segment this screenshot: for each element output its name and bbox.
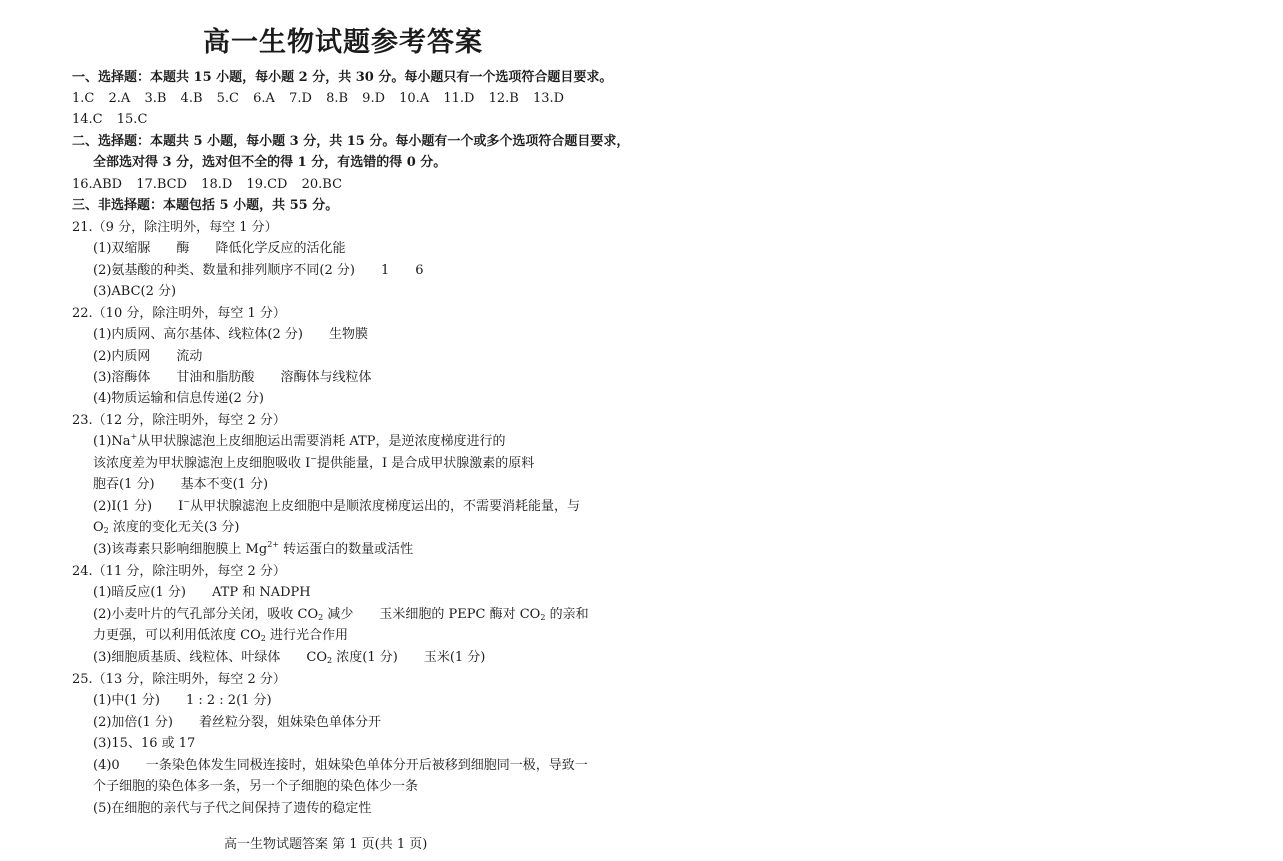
answer-text: (2)氨基酸的种类、数量和排列顺序不同(2 分) (93, 263, 355, 278)
answer-text: CO (306, 650, 328, 665)
subscript: 2 (327, 656, 333, 665)
answer-text: 基本不变(1 分) (180, 477, 269, 492)
answer-text: 6 (415, 263, 424, 278)
superscript: 2+ (267, 540, 279, 549)
section3-header: 三、非选择题：本题包括 5 小题，共 55 分。 (72, 198, 339, 213)
answer-text: 玉米细胞的 PEPC 酶对 CO (379, 607, 541, 622)
answer-text: 溶酶体与线粒体 (280, 370, 372, 385)
page-title: 高一生物试题参考答案 (203, 27, 483, 58)
q24-part2-cont (93, 628, 348, 644)
multi-answer: 20.BC (301, 177, 343, 192)
q22-part1 (93, 327, 368, 343)
q25-part3: (3)15、16 或 17 (93, 736, 196, 751)
q24-heading: 24.（11 分，除注明外，每空 2 分） (72, 564, 286, 579)
superscript: − (183, 497, 190, 506)
subscript: 2 (540, 613, 546, 622)
answer-text: (1)双缩脲 (93, 241, 151, 256)
answer-text: 着丝粒分裂，姐妹染色单体分开 (198, 715, 381, 730)
q21-part1 (93, 241, 345, 257)
mc-answer: 4.B (180, 91, 203, 106)
q23-part2-cont (93, 520, 239, 536)
answer-text: (1)中(1 分) (93, 693, 160, 708)
answer-text: 甘油和脂肪酸 (176, 370, 255, 385)
mc-answer: 7.D (289, 91, 312, 106)
section2-header: 二、选择题：本题共 5 小题，每小题 3 分，共 15 分。每小题有一个或多个选项符合题目要求， (72, 134, 630, 149)
q23-part1 (93, 434, 505, 450)
answer-text: (1)暗反应(1 分) (93, 585, 186, 600)
answer-text: (3)该毒素只影响细胞膜上 Mg (93, 542, 268, 557)
answer-text: 胞吞(1 分) (93, 477, 155, 492)
answer-text: 进行光合作用 (269, 628, 348, 643)
mc-answer: 12.B (488, 91, 519, 106)
answer-text: 流动 (176, 349, 203, 364)
q25-part2 (93, 715, 381, 731)
answer-text: ATP 和 NADPH (211, 585, 311, 600)
subscript: 2 (318, 613, 324, 622)
q23-heading: 23.（12 分，除注明外，每空 2 分） (72, 413, 286, 428)
mc-answer: 14.C (72, 112, 103, 127)
mc-answer: 13.D (532, 91, 565, 106)
answer-text: 生物膜 (328, 327, 368, 342)
answer-text: (2)加倍(1 分) (93, 715, 173, 730)
answer-text: 降低化学反应的活化能 (215, 241, 346, 256)
answer-text: 从甲状腺滤泡上皮细胞中是顺浓度梯度运出的，不需要消耗能量，与 (189, 499, 580, 514)
q24-part3 (93, 650, 485, 666)
answer-text: (3)细胞质基质、线粒体、叶绿体 (93, 650, 281, 665)
answer-text: 一条染色体发生同极连接时，姐妹染色单体分开后被移到细胞同一极，导致一 (145, 758, 588, 773)
answer-text: 玉米(1 分) (423, 650, 486, 665)
superscript: + (130, 432, 138, 441)
answer-text: 的亲和 (549, 607, 589, 622)
q23-part2 (93, 499, 580, 515)
multi-answer: 19.CD (246, 177, 288, 192)
mc-answer: 11.D (443, 91, 475, 106)
mc-answers-row2 (72, 112, 157, 128)
q22-part2 (93, 349, 202, 365)
multi-answer: 16.ABD (72, 177, 123, 192)
q22-part4: (4)物质运输和信息传递(2 分) (93, 391, 264, 406)
q23-part1-cont (93, 456, 534, 472)
q22-part3 (93, 370, 371, 386)
answer-text: 减少 (327, 607, 354, 622)
answer-text: (2)小麦叶片的气孔部分关闭，吸收 CO (93, 607, 319, 622)
answer-text: (2)内质网 (93, 349, 151, 364)
q23-part1-end (93, 477, 268, 493)
multi-answers-row (72, 177, 352, 193)
answer-text: O (93, 520, 104, 535)
mc-answer: 6.A (253, 91, 275, 106)
answer-text: I (178, 499, 184, 514)
answer-text: 1 : 2 : 2(1 分) (185, 693, 272, 708)
multi-answer: 18.D (201, 177, 233, 192)
q22-heading: 22.（10 分，除注明外，每空 1 分） (72, 306, 286, 321)
mc-answer: 3.B (144, 91, 167, 106)
answer-text: (1)Na (93, 434, 131, 449)
answer-text: (2)I(1 分) (93, 499, 153, 514)
q21-part2 (93, 263, 424, 279)
subscript: 2 (103, 526, 109, 535)
mc-answer: 2.A (108, 91, 131, 106)
q24-part1 (93, 585, 311, 601)
multi-answer: 17.BCD (136, 177, 188, 192)
answer-text: 转运蛋白的数量或活性 (283, 542, 414, 557)
answer-text: (3)溶酶体 (93, 370, 151, 385)
q25-heading: 25.（13 分，除注明外，每空 2 分） (72, 672, 286, 687)
q25-part4 (93, 758, 588, 774)
q25-part4-cont: 个子细胞的染色体多一条，另一个子细胞的染色体少一条 (93, 779, 419, 794)
answer-text: 浓度的变化无关(3 分) (112, 520, 240, 535)
q23-part3 (93, 542, 413, 558)
answer-text: 力更强，可以利用低浓度 CO (93, 628, 261, 643)
answer-text: 浓度(1 分) (336, 650, 398, 665)
page-footer: 高一生物试题答案 第 1 页(共 1 页) (224, 837, 428, 852)
mc-answer: 1.C (72, 91, 95, 106)
answer-text: (1)内质网、高尔基体、线粒体(2 分) (93, 327, 303, 342)
q21-part3: (3)ABC(2 分) (93, 284, 177, 299)
q24-part2 (93, 607, 589, 623)
mc-answer: 9.D (362, 91, 385, 106)
answer-text: 1 (380, 263, 390, 278)
answer-text: (4)0 (93, 758, 120, 773)
mc-answer: 5.C (216, 91, 240, 106)
subscript: 2 (260, 634, 266, 643)
answer-sheet (0, 0, 640, 861)
section2-header-cont: 全部选对得 3 分，选对但不全的得 1 分，有选错的得 0 分。 (93, 155, 447, 170)
superscript: − (310, 454, 317, 463)
mc-answer: 15.C (116, 112, 148, 127)
answer-text: 该浓度差为甲状腺滤泡上皮细胞吸收 I (93, 456, 311, 471)
mc-answer: 10.A (399, 91, 430, 106)
q25-part5: (5)在细胞的亲代与子代之间保持了遗传的稳定性 (93, 801, 372, 816)
answer-text: 从甲状腺滤泡上皮细胞运出需要消耗 ATP，是逆浓度梯度进行的 (137, 434, 506, 449)
mc-answers-row1 (72, 91, 574, 107)
mc-answer: 8.B (326, 91, 349, 106)
answer-text: 提供能量，I 是合成甲状腺激素的原料 (316, 456, 535, 471)
q21-heading: 21.（9 分，除注明外，每空 1 分） (72, 220, 278, 235)
section1-header: 一、选择题：本题共 15 小题，每小题 2 分，共 30 分。每小题只有一个选项符合题目要求。 (72, 70, 613, 85)
q25-part1 (93, 693, 272, 709)
answer-text: 酶 (176, 241, 190, 256)
